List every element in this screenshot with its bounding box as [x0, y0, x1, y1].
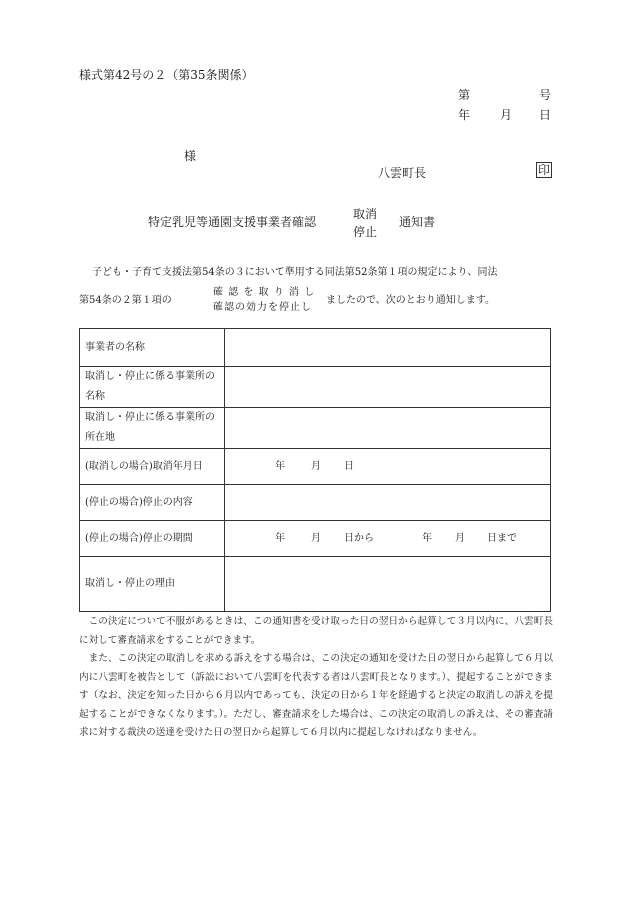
seal-mark: [536, 163, 552, 177]
form-number: 様式第42号の２（第35条関係）: [79, 68, 254, 82]
date-day: 日: [539, 108, 552, 122]
table-row: [80, 449, 551, 485]
table-row: [80, 329, 551, 367]
table-row: [80, 521, 551, 557]
period-end-year: 年: [422, 532, 432, 544]
title-option-suspend: 停止: [353, 225, 378, 239]
label-suspension-period: (停止の場合)停止の期間: [80, 521, 225, 557]
value-suspension-period: [225, 521, 551, 557]
note-paragraph-1: この決定について不服があるときは、この通知書を受け取った日の翌日から起算して３月以内に、八雲町長に対して審査請求をすることができます。: [79, 616, 553, 646]
body-option-suspend: 確認の効力を停止し: [213, 302, 312, 313]
table-row: [80, 557, 551, 612]
body-option-revoke: 確 認 を 取 り 消 し: [213, 287, 316, 298]
body-line-2-suffix: ましたので、次のとおり通知します。: [326, 295, 495, 306]
revocation-day: 日: [344, 460, 354, 472]
period-start-day: 日から: [344, 532, 374, 544]
doc-number-suffix: 号: [539, 88, 552, 102]
value-business-name: [225, 329, 551, 367]
table-row: [80, 485, 551, 521]
table-row: [80, 408, 551, 449]
period-end-day: 日まで: [487, 532, 517, 544]
revocation-year: 年: [275, 460, 285, 472]
title-suffix: 通知書: [399, 215, 436, 229]
appeal-notes: [79, 613, 553, 743]
value-facility-address: [225, 408, 551, 449]
title-main: 特定乳児等通園支援事業者確認: [148, 215, 317, 229]
label-facility-name: 取消し・停止に係る事業所の名称: [80, 367, 225, 408]
revocation-month: 月: [311, 460, 321, 472]
period-start-month: 月: [311, 532, 321, 544]
table-row: [80, 367, 551, 408]
label-business-name: 事業者の名称: [80, 329, 225, 367]
value-suspension-details: [225, 485, 551, 521]
value-revocation-date: [225, 449, 551, 485]
note-paragraph-2: また、この決定の取消しを求める訴えをする場合は、この決定の通知を受けた日の翌日から起算して６月以内に八雲町を被告として（訴訟において八雲町を代表する者は八雲町長となります。）、提起することができます（なお、決定を知った日から６月以内であっても、決定の日から１年を経過すると決定の取消しの訴えを提起することができなくなります。）。ただし、審査請求をした場合は、この決定の取消しの訴えは、その審査請求に対する裁決の送達を受けた日の翌日から起算して６月以内に提起しなければなりません。: [79, 653, 553, 738]
period-start-year: 年: [275, 532, 285, 544]
title-option-revoke: 取消: [353, 207, 378, 221]
label-revocation-date: (取消しの場合)取消年月日: [80, 449, 225, 485]
value-reason: [225, 557, 551, 612]
period-end-month: 月: [455, 532, 465, 544]
label-reason: 取消し・停止の理由: [80, 557, 225, 612]
date-month: 月: [500, 108, 513, 122]
addressee-suffix: 様: [184, 149, 197, 163]
doc-number-prefix: 第: [458, 88, 471, 102]
body-line-2-prefix: 第54条の２第１項の: [79, 295, 172, 306]
value-facility-name: [225, 367, 551, 408]
issuer-name: 八雲町長: [378, 166, 427, 180]
info-table: [79, 328, 551, 612]
label-facility-address: 取消し・停止に係る事業所の所在地: [80, 408, 225, 449]
date-year: 年: [458, 108, 471, 122]
label-suspension-details: (停止の場合)停止の内容: [80, 485, 225, 521]
body-line-1: 子ども・子育て支援法第54条の３において準用する同法第52条第１項の規定により、同法: [92, 267, 498, 278]
seal-label: 印: [538, 163, 551, 177]
